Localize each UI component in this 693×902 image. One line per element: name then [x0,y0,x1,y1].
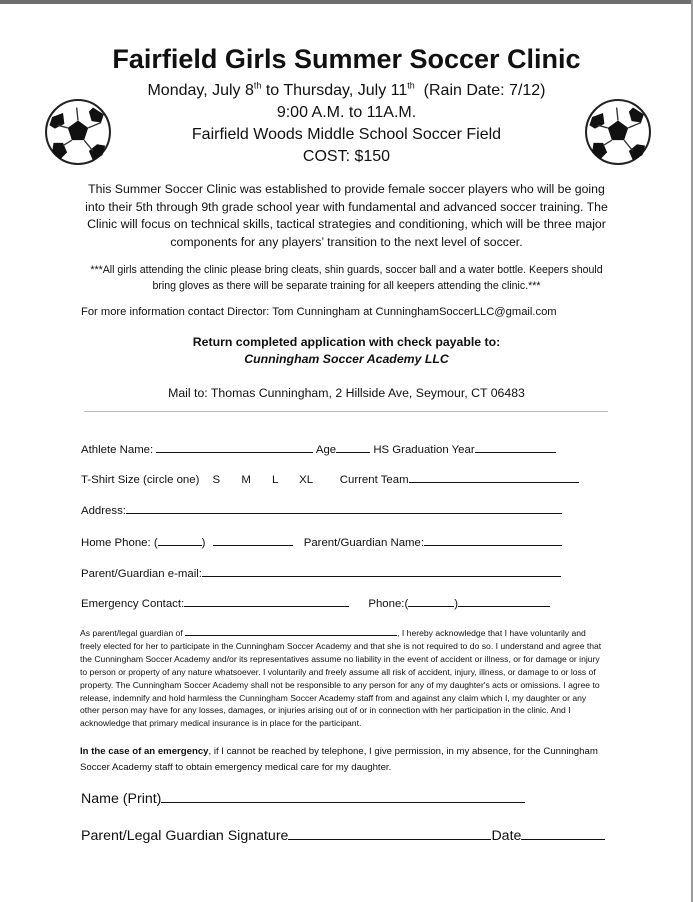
guardian-signature-row [81,826,605,844]
size-option-l[interactable]: L [272,474,278,486]
home-phone-row [81,535,562,549]
waiver-lead: As parent/legal guardian of [80,628,186,638]
emergency-text: , if I cannot be reached by telephone, I give permission, in my absence, for the Cunningham Soccer Academy staff to obtain emergency medical care for my daughter. [80,746,598,773]
clinic-time: 9:00 A.M. to 11A.M. [276,104,417,121]
emergency-consent [80,744,600,776]
section-divider [84,411,608,412]
guardian-email-label: Parent/Guardian e-mail: [81,568,202,580]
page-title: Fairfield Girls Summer Soccer Clinic [112,44,581,74]
address-field[interactable] [126,503,562,514]
mailing-address: Mail to: Thomas Cunningham, 2 Hillside Ave, Seymour, CT 06483 [168,386,525,400]
name-print-label: Name (Print) [81,791,162,807]
guardian-name-label: Parent/Guardian Name: [303,537,425,549]
date-field[interactable] [521,826,605,840]
emergency-phone-paren: ) [454,598,459,610]
guardian-email-field[interactable] [202,566,561,577]
home-phone-label: Home Phone: ( [81,537,158,549]
current-team-label: Current Team [339,474,409,486]
emergency-phone-number-field[interactable] [458,596,550,607]
intro-paragraph: This Summer Soccer Clinic was established to provide female soccer players who will be going into their 5th through 9th grade school year with fundamental and advanced soccer training. The Clinic will focus on technical skills, tactical strategies and conditioning, which will be three major components for any players’ transition to the next level of soccer. [85,182,608,249]
emergency-phone-area-code-field[interactable] [408,596,454,607]
graduation-year-field[interactable] [475,442,556,453]
graduation-year-label: HS Graduation Year [370,444,475,456]
athlete-row [81,442,556,456]
size-option-s[interactable]: S [212,474,221,486]
home-phone-number-field[interactable] [213,535,293,546]
date-label: Date [491,828,522,844]
daughter-name-field[interactable] [185,627,397,636]
emergency-heading: In the case of an emergency [80,746,209,757]
address-row [81,503,562,517]
guardian-signature-label: Parent/Legal Guardian Signature [81,828,289,844]
guardian-signature-field[interactable] [288,826,491,840]
emergency-contact-label: Emergency Contact: [81,598,185,610]
size-option-m[interactable]: M [241,474,251,486]
contact-info: For more information contact Director: Tom Cunningham at CunninghamSoccerLLC@gmail.com [81,306,557,318]
clinic-location: Fairfield Woods Middle School Soccer Field [191,126,502,143]
emergency-phone-label: Phone:( [368,598,409,610]
clinic-cost: COST: $150 [302,148,391,165]
waiver-text: , I hereby acknowledge that I have voluntarily and freely elected for her to participate in the Cunningham Soccer Academy and that she is not required to do so. I understand and agree that the Cunningham Soccer Academy and/or its representatives assume no liability in the event of accident or illness, or for damage or injury to person or property of any nature whatsoever. I voluntarily and freely assume all risk of accident, injury, illness, or damage to or loss of property. The Cunningham Soccer Academy shall not be responsible to any person for any of my daughter's acts or omissions. I agree to release, indemnify and hold harmless the Cunningham Soccer Academy staff from and against any claim which I, my daughter or any other person may have for any losses, damages, or injuries arising out of or in connection with her participation in the clinic. And I acknowledge that primary medical insurance is in place for the participant. [80,628,602,729]
athlete-name-field[interactable] [156,442,313,453]
size-option-xl[interactable]: XL [299,474,313,486]
address-label: Address: [81,505,126,517]
window-top-border [0,0,693,4]
name-print-row [81,789,525,807]
tshirt-row [81,472,579,486]
home-phone-area-code-field[interactable] [158,535,202,546]
liability-waiver [80,627,605,730]
emergency-row [81,596,550,610]
name-print-field[interactable] [161,789,525,803]
age-field[interactable] [336,442,370,453]
tshirt-size-label: T-Shirt Size (circle one) [81,474,200,486]
current-team-field[interactable] [409,472,579,483]
clinic-dates: Monday, July 8th to Thursday, July 11th (Rain Date: 7/12) [147,80,546,99]
athlete-name-label: Athlete Name: [81,444,157,456]
home-phone-paren: ) [201,537,206,549]
guardian-email-row [81,566,561,580]
emergency-contact-field[interactable] [184,596,349,607]
payee-name: Cunningham Soccer Academy LLC [244,352,449,366]
return-instructions: Return completed application with check payable to: [192,335,501,349]
equipment-note: ***All girls attending the clinic please bring cleats, shin guards, soccer ball and a water bottle. Keepers should bring gloves as there will be separate training for all keepers attending the clinic.*** [90,264,603,292]
guardian-name-field[interactable] [424,535,562,546]
age-label: Age [313,444,337,456]
